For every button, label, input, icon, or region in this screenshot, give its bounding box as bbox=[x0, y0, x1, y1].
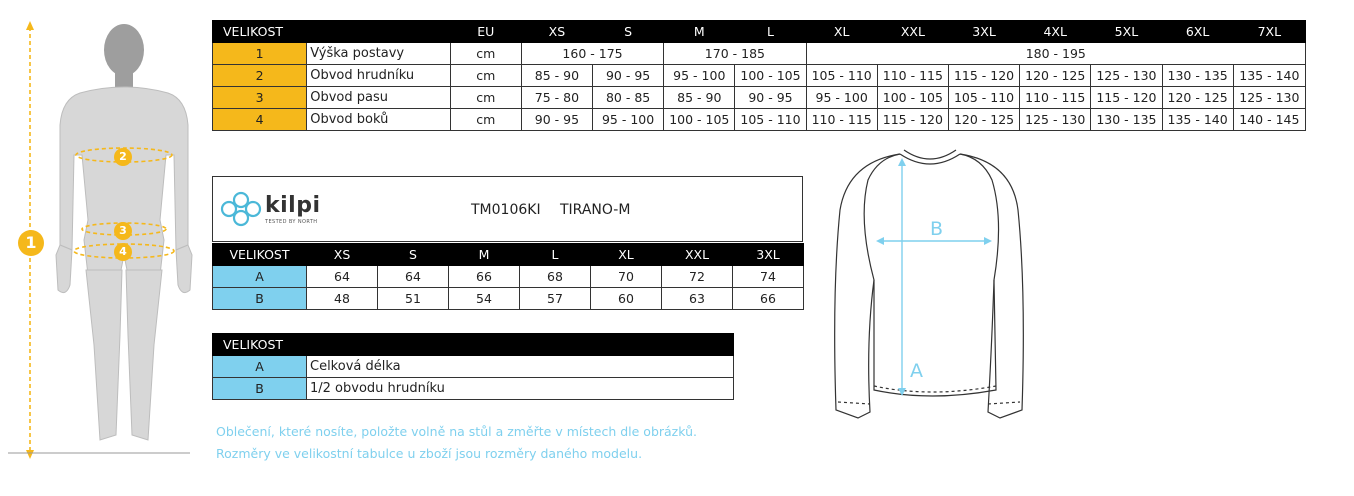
value-cell: 74 bbox=[733, 266, 804, 288]
product-table-header bbox=[213, 244, 804, 266]
legend-text: 1/2 obvodu hrudníku bbox=[307, 378, 734, 400]
value-cell: 66 bbox=[733, 288, 804, 310]
range-cell: 80 - 85 bbox=[593, 87, 664, 109]
header-cell: VELIKOST bbox=[213, 21, 307, 43]
marker-3: 3 bbox=[114, 222, 132, 240]
value-cell: 60 bbox=[591, 288, 662, 310]
range-cell: 135 - 140 bbox=[1233, 65, 1305, 87]
size-table bbox=[212, 20, 1306, 131]
range-cell: 105 - 110 bbox=[735, 109, 806, 131]
row-label: Obvod pasu bbox=[307, 87, 450, 109]
header-cell: 7XL bbox=[1233, 21, 1305, 43]
header-cell: L bbox=[520, 244, 591, 266]
value-cell: 57 bbox=[520, 288, 591, 310]
range-cell: 115 - 120 bbox=[948, 65, 1019, 87]
header-cell: XS bbox=[521, 21, 592, 43]
unit-cell: cm bbox=[450, 109, 521, 131]
instruction-line: Oblečení, které nosíte, položte volně na stůl a změřte v místech dle obrázků. bbox=[216, 424, 697, 439]
value-cell: 66 bbox=[449, 266, 520, 288]
range-cell: 160 - 175 bbox=[521, 43, 663, 65]
range-cell: 105 - 110 bbox=[806, 65, 877, 87]
table-row bbox=[213, 43, 1306, 65]
header-cell bbox=[307, 21, 450, 43]
value-cell: 72 bbox=[662, 266, 733, 288]
range-cell: 110 - 115 bbox=[806, 109, 877, 131]
row-label: B bbox=[213, 378, 307, 400]
product-size-table bbox=[212, 243, 804, 310]
value-cell: 64 bbox=[378, 266, 449, 288]
header-cell: XS bbox=[307, 244, 378, 266]
row-label: Výška postavy bbox=[307, 43, 450, 65]
range-cell: 75 - 80 bbox=[521, 87, 592, 109]
row-number: 3 bbox=[213, 87, 307, 109]
header-cell: EU bbox=[450, 21, 521, 43]
shirt-drawing bbox=[828, 140, 1028, 430]
row-label: Obvod boků bbox=[307, 109, 450, 131]
value-cell: 54 bbox=[449, 288, 520, 310]
body-figure bbox=[0, 15, 200, 465]
header-cell: S bbox=[593, 21, 664, 43]
value-cell: 63 bbox=[662, 288, 733, 310]
range-cell: 95 - 100 bbox=[806, 87, 877, 109]
header-cell: XL bbox=[591, 244, 662, 266]
value-cell: 51 bbox=[378, 288, 449, 310]
brand-tagline: TESTED BY NORTH bbox=[265, 219, 318, 225]
legend-text: Celková délka bbox=[307, 356, 734, 378]
legend-table bbox=[212, 333, 734, 400]
product-header bbox=[212, 176, 803, 242]
unit-cell: cm bbox=[450, 87, 521, 109]
product-name: TIRANO-M bbox=[560, 202, 631, 218]
product-code: TM0106KI bbox=[471, 202, 541, 218]
size-table-header bbox=[213, 21, 1306, 43]
unit-cell: cm bbox=[450, 43, 521, 65]
value-cell: 64 bbox=[307, 266, 378, 288]
range-cell: 135 - 140 bbox=[1162, 109, 1233, 131]
value-cell: 68 bbox=[520, 266, 591, 288]
instruction-line: Rozměry ve velikostní tabulce u zboží jsou rozměry daného modelu. bbox=[216, 446, 643, 461]
range-cell: 125 - 130 bbox=[1233, 87, 1305, 109]
brand-name: kilpi bbox=[265, 193, 321, 218]
range-cell: 85 - 90 bbox=[521, 65, 592, 87]
table-row bbox=[213, 65, 1306, 87]
kilpi-logo bbox=[219, 191, 339, 231]
range-cell: 130 - 135 bbox=[1091, 109, 1162, 131]
shirt-label-a: A bbox=[910, 360, 923, 382]
header-cell: M bbox=[664, 21, 735, 43]
range-cell: 100 - 105 bbox=[664, 109, 735, 131]
range-cell: 115 - 120 bbox=[877, 109, 948, 131]
header-cell: 5XL bbox=[1091, 21, 1162, 43]
legend-header bbox=[213, 334, 734, 356]
range-cell: 120 - 125 bbox=[1162, 87, 1233, 109]
marker-2: 2 bbox=[114, 148, 132, 166]
range-cell: 85 - 90 bbox=[664, 87, 735, 109]
header-cell: XXL bbox=[877, 21, 948, 43]
range-cell: 140 - 145 bbox=[1233, 109, 1305, 131]
range-cell: 130 - 135 bbox=[1162, 65, 1233, 87]
range-cell: 100 - 105 bbox=[877, 87, 948, 109]
marker-4: 4 bbox=[114, 243, 132, 261]
range-cell: 110 - 115 bbox=[1020, 87, 1091, 109]
range-cell: 100 - 105 bbox=[735, 65, 806, 87]
header-cell: VELIKOST bbox=[213, 334, 734, 356]
range-cell: 115 - 120 bbox=[1091, 87, 1162, 109]
range-cell: 180 - 195 bbox=[806, 43, 1305, 65]
row-number: 2 bbox=[213, 65, 307, 87]
knot-icon bbox=[219, 191, 263, 227]
range-cell: 110 - 115 bbox=[877, 65, 948, 87]
range-cell: 90 - 95 bbox=[593, 65, 664, 87]
row-label: A bbox=[213, 266, 307, 288]
range-cell: 90 - 95 bbox=[735, 87, 806, 109]
table-row bbox=[213, 288, 804, 310]
shirt-label-b: B bbox=[930, 218, 944, 240]
row-number: 4 bbox=[213, 109, 307, 131]
header-cell: XL bbox=[806, 21, 877, 43]
range-cell: 90 - 95 bbox=[521, 109, 592, 131]
header-cell: 6XL bbox=[1162, 21, 1233, 43]
unit-cell: cm bbox=[450, 65, 521, 87]
value-cell: 70 bbox=[591, 266, 662, 288]
header-cell: S bbox=[378, 244, 449, 266]
row-number: 1 bbox=[213, 43, 307, 65]
range-cell: 105 - 110 bbox=[948, 87, 1019, 109]
row-label: A bbox=[213, 356, 307, 378]
range-cell: 120 - 125 bbox=[1020, 65, 1091, 87]
range-cell: 95 - 100 bbox=[593, 109, 664, 131]
value-cell: 48 bbox=[307, 288, 378, 310]
row-label: Obvod hrudníku bbox=[307, 65, 450, 87]
header-cell: 4XL bbox=[1020, 21, 1091, 43]
marker-1: 1 bbox=[18, 230, 44, 256]
table-row bbox=[213, 378, 734, 400]
table-row bbox=[213, 266, 804, 288]
header-cell: XXL bbox=[662, 244, 733, 266]
range-cell: 170 - 185 bbox=[664, 43, 806, 65]
header-cell: 3XL bbox=[733, 244, 804, 266]
table-row bbox=[213, 87, 1306, 109]
header-cell: VELIKOST bbox=[213, 244, 307, 266]
header-cell: M bbox=[449, 244, 520, 266]
range-cell: 125 - 130 bbox=[1020, 109, 1091, 131]
range-cell: 125 - 130 bbox=[1091, 65, 1162, 87]
table-row bbox=[213, 109, 1306, 131]
range-cell: 120 - 125 bbox=[948, 109, 1019, 131]
range-cell: 95 - 100 bbox=[664, 65, 735, 87]
table-row bbox=[213, 356, 734, 378]
header-cell: L bbox=[735, 21, 806, 43]
header-cell: 3XL bbox=[948, 21, 1019, 43]
row-label: B bbox=[213, 288, 307, 310]
